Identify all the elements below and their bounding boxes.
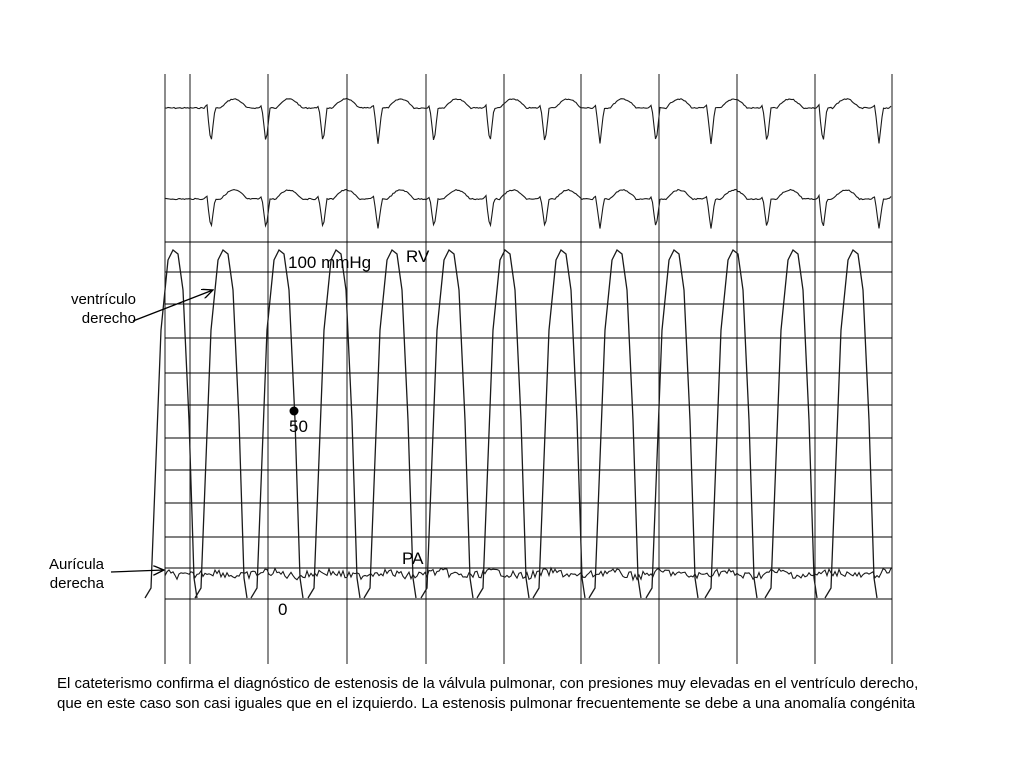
scale-label-50: 50 xyxy=(289,417,308,436)
ecg-trace-lower xyxy=(165,190,891,229)
grid-vertical-lines xyxy=(165,74,892,664)
ra-annotation xyxy=(20,555,104,593)
calibration-dot xyxy=(290,407,299,416)
pa-label: PA xyxy=(402,549,424,568)
arrow-rv xyxy=(133,290,213,321)
rv-annotation xyxy=(50,290,136,328)
ra-pressure-trace xyxy=(165,568,891,580)
caption xyxy=(57,674,957,714)
rv-label: RV xyxy=(406,247,430,266)
scale-label-0: 0 xyxy=(278,600,288,619)
ecg-trace-upper xyxy=(165,99,891,145)
caption-line1: El cateterismo confirma el diagnóstico de estenosis de la válvula pulmonar, con presiones muy elevadas en el ventrículo derecho, xyxy=(57,675,919,692)
rv-annotation-line2: derecho xyxy=(81,310,136,327)
rv-annotation-line1: ventrículo xyxy=(70,291,136,308)
ra-annotation-line1: Aurícula xyxy=(48,556,104,573)
scale-label-100: 100 mmHg xyxy=(288,253,372,272)
caption-line2: que en este caso son casi iguales que en el izquierdo. La estenosis pulmonar frecuentemente se debe a una anomalía congénita xyxy=(57,695,916,712)
ra-annotation-line2: derecha xyxy=(49,575,104,592)
rv-pressure-trace xyxy=(145,250,877,598)
arrow-ra xyxy=(111,570,164,572)
grid-horizontal-lines xyxy=(165,242,892,599)
